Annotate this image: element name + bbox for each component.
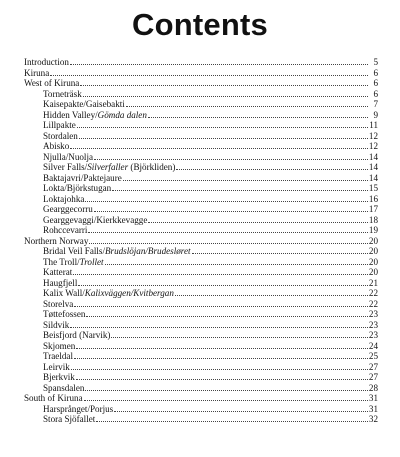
toc-entry-title-text: Skjomen bbox=[43, 340, 76, 351]
toc-entry[interactable] bbox=[24, 183, 378, 194]
dot-leader bbox=[88, 225, 367, 233]
toc-entry-page-number: 20 bbox=[368, 235, 378, 246]
toc-entry[interactable] bbox=[24, 236, 378, 247]
toc-entry[interactable] bbox=[24, 89, 378, 100]
toc-entry-title-text: Stora Sjöfallet bbox=[43, 414, 96, 424]
toc-entry-page-number: 23 bbox=[368, 319, 378, 330]
toc-entry-title-text: Haugfjell bbox=[43, 277, 78, 288]
toc-entry-title-text: Traeldal bbox=[43, 351, 73, 361]
dot-leader bbox=[70, 320, 368, 328]
dot-leader bbox=[85, 194, 367, 202]
toc-entry-title bbox=[43, 267, 72, 278]
toc-entry-title bbox=[24, 68, 49, 79]
toc-entry[interactable] bbox=[24, 362, 378, 373]
toc-entry[interactable] bbox=[24, 78, 378, 89]
toc-entry-title bbox=[24, 236, 88, 247]
toc-entry-title-text: Lillpakte bbox=[43, 120, 76, 130]
toc-entry-title-text: Stordalen bbox=[43, 130, 78, 141]
dot-leader bbox=[85, 383, 367, 391]
toc-entry-title bbox=[24, 78, 79, 89]
toc-entry-page-number: 21 bbox=[368, 277, 378, 288]
dot-leader bbox=[148, 215, 368, 223]
dot-leader bbox=[126, 99, 368, 107]
toc-entry-page-number: 7 bbox=[373, 99, 378, 109]
toc-entry-title bbox=[43, 383, 84, 394]
toc-entry-page-number: 6 bbox=[373, 78, 378, 88]
toc-entry-page-number: 20 bbox=[368, 246, 378, 256]
toc-entry-page-number: 27 bbox=[368, 361, 378, 372]
toc-entry-title-text: West of Kiruna bbox=[24, 78, 80, 88]
toc-entry-page-number: 22 bbox=[368, 298, 378, 309]
toc-entry-page-number: 20 bbox=[368, 267, 378, 277]
toc-entry-title-text: Torneträsk bbox=[43, 88, 82, 99]
toc-entry-title bbox=[43, 299, 73, 310]
toc-entry-title-text: Baktajavri/Paktejaure bbox=[43, 172, 122, 183]
dot-leader bbox=[70, 141, 368, 149]
dot-leader bbox=[80, 78, 368, 86]
toc-entry-title bbox=[24, 57, 69, 68]
dot-leader bbox=[148, 110, 368, 118]
toc-entry[interactable] bbox=[24, 257, 378, 268]
toc-entry-title bbox=[43, 278, 77, 289]
toc-entry-title-text: Kiruna bbox=[24, 67, 50, 78]
toc-entry-title-text: Tøttefossen bbox=[43, 309, 86, 319]
toc-entry-title-text: Kalix Wall/ bbox=[43, 288, 85, 298]
toc-entry-title-text: Njulla/Nuolja bbox=[43, 151, 94, 162]
dot-leader bbox=[76, 341, 368, 349]
toc-entry-title-text: Loktajohka bbox=[43, 193, 85, 204]
toc-entry-title-text: Gearggevaggi/Kierkkevagge bbox=[43, 214, 148, 225]
toc-entry-title bbox=[43, 204, 93, 215]
dot-leader bbox=[70, 57, 368, 65]
toc-entry-title bbox=[43, 225, 87, 236]
toc-entry[interactable] bbox=[24, 372, 378, 383]
toc-entry-title-text: Rohccevarri bbox=[43, 225, 88, 235]
dot-leader bbox=[105, 257, 368, 265]
dot-leader bbox=[94, 204, 368, 212]
dot-leader bbox=[86, 309, 367, 317]
toc-entry-title bbox=[43, 152, 93, 163]
toc-entry-title-text: Hidden Valley/ bbox=[43, 109, 98, 120]
toc-entry-title-text: Beisfjord (Narvik) bbox=[43, 330, 111, 340]
toc-entry[interactable] bbox=[24, 351, 378, 362]
toc-entry[interactable] bbox=[24, 131, 378, 142]
dot-leader bbox=[192, 246, 368, 254]
dot-leader bbox=[71, 362, 368, 370]
toc-entry-page-number: 14 bbox=[368, 162, 378, 172]
toc-entry[interactable] bbox=[24, 341, 378, 352]
toc-entry[interactable] bbox=[24, 225, 378, 236]
dot-leader bbox=[175, 288, 368, 296]
toc-entry-page-number: 32 bbox=[368, 414, 378, 424]
dot-leader bbox=[123, 173, 368, 181]
toc-entry-title bbox=[43, 320, 69, 331]
toc-entry-title bbox=[43, 372, 75, 383]
toc-entry-title bbox=[43, 341, 75, 352]
toc-entry[interactable] bbox=[24, 68, 378, 79]
toc-entry-page-number: 23 bbox=[368, 309, 378, 319]
dot-leader bbox=[74, 351, 368, 359]
table-of-contents bbox=[24, 57, 378, 425]
dot-leader bbox=[76, 372, 368, 380]
toc-entry-title bbox=[43, 309, 85, 320]
dot-leader bbox=[50, 68, 368, 76]
toc-entry-page-number: 17 bbox=[368, 204, 378, 214]
toc-entry-title-text: Katterat bbox=[43, 267, 73, 277]
toc-entry[interactable] bbox=[24, 288, 378, 299]
toc-entry[interactable] bbox=[24, 309, 378, 320]
toc-entry-page-number: 6 bbox=[373, 67, 378, 78]
toc-entry[interactable] bbox=[24, 57, 378, 68]
toc-entry-title-text: Gearggecorru bbox=[43, 204, 93, 214]
toc-entry-page-number: 16 bbox=[368, 193, 378, 204]
toc-entry-title-text: Bridal Veil Falls/ bbox=[43, 246, 105, 256]
dot-leader bbox=[94, 152, 368, 160]
toc-entry-page-number: 9 bbox=[373, 109, 378, 120]
toc-entry-page-number: 14 bbox=[368, 172, 378, 183]
toc-entry-title bbox=[43, 414, 95, 425]
toc-entry-title bbox=[43, 404, 113, 415]
toc-entry-page-number: 18 bbox=[368, 214, 378, 225]
toc-entry-title bbox=[43, 362, 70, 373]
dot-leader bbox=[96, 414, 368, 422]
toc-entry-title bbox=[43, 141, 69, 152]
toc-entry[interactable] bbox=[24, 173, 378, 184]
toc-entry[interactable] bbox=[24, 320, 378, 331]
toc-entry-page-number: 11 bbox=[369, 120, 378, 130]
toc-entry-title-italic: Trollet bbox=[79, 256, 104, 267]
toc-entry-page-number: 28 bbox=[368, 382, 378, 393]
toc-entry-title-text: Abisko bbox=[43, 141, 70, 151]
toc-entry-title bbox=[43, 110, 147, 121]
toc-entry-page-number: 22 bbox=[368, 288, 378, 298]
toc-entry-title-text: Introduction bbox=[24, 57, 69, 67]
toc-entry-title-italic: Brudslöjan/Brudesløret bbox=[104, 246, 191, 256]
toc-entry-page-number: 25 bbox=[368, 351, 378, 361]
toc-entry[interactable] bbox=[24, 99, 378, 110]
toc-entry-title-italic: Kalixväggen/Kvitbergan bbox=[84, 288, 174, 298]
toc-entry[interactable] bbox=[24, 414, 378, 425]
toc-entry-page-number: 23 bbox=[368, 330, 378, 340]
dot-leader bbox=[111, 330, 367, 338]
toc-entry-title bbox=[43, 194, 84, 205]
toc-entry-title bbox=[43, 246, 191, 257]
toc-entry[interactable] bbox=[24, 278, 378, 289]
toc-entry-title-text: Sildvik bbox=[43, 319, 70, 330]
toc-entry-title bbox=[43, 120, 76, 131]
toc-entry[interactable] bbox=[24, 393, 378, 404]
toc-entry[interactable] bbox=[24, 330, 378, 341]
toc-entry-title bbox=[43, 183, 111, 194]
dot-leader bbox=[83, 89, 368, 97]
toc-entry-page-number: 24 bbox=[368, 340, 378, 351]
toc-entry-title-text: Lokta/Björkstugan bbox=[43, 183, 112, 193]
toc-entry[interactable] bbox=[24, 141, 378, 152]
dot-leader bbox=[73, 267, 368, 275]
toc-entry[interactable] bbox=[24, 267, 378, 278]
toc-entry[interactable] bbox=[24, 120, 378, 131]
dot-leader bbox=[114, 404, 368, 412]
toc-entry-title-text: Northern Norway bbox=[24, 235, 89, 246]
toc-entry[interactable] bbox=[24, 383, 378, 394]
toc-entry-page-number: 27 bbox=[368, 372, 378, 382]
toc-entry-title bbox=[43, 330, 110, 341]
toc-entry-title-text: Harsprånget/Porjus bbox=[43, 403, 114, 414]
toc-entry-page-number: 12 bbox=[368, 130, 378, 141]
toc-entry-title bbox=[43, 162, 175, 173]
dot-leader bbox=[176, 162, 368, 170]
toc-entry-page-number: 14 bbox=[368, 151, 378, 162]
toc-entry-title-italic: Silverfaller bbox=[87, 162, 129, 172]
toc-entry-title bbox=[43, 89, 82, 100]
toc-entry-title-text: Kaisepakte/Gaisebakti bbox=[43, 99, 125, 109]
toc-entry-title bbox=[43, 99, 125, 110]
dot-leader bbox=[77, 120, 368, 128]
toc-entry-page-number: 20 bbox=[368, 256, 378, 267]
toc-entry-title bbox=[43, 351, 73, 362]
dot-leader bbox=[74, 299, 368, 307]
toc-entry-title bbox=[43, 131, 78, 142]
toc-entry[interactable] bbox=[24, 152, 378, 163]
toc-entry[interactable] bbox=[24, 299, 378, 310]
dot-leader bbox=[79, 131, 368, 139]
toc-entry[interactable] bbox=[24, 246, 378, 257]
toc-entry[interactable] bbox=[24, 110, 378, 121]
toc-entry-page-number: 19 bbox=[368, 225, 378, 235]
toc-entry-page-number: 15 bbox=[368, 183, 378, 193]
toc-entry-title-text: Leirvik bbox=[43, 361, 70, 372]
dot-leader bbox=[84, 393, 368, 401]
toc-entry-title-text: Spansdalen bbox=[43, 382, 85, 393]
toc-entry-title-italic: Gömda dalen bbox=[97, 109, 147, 120]
toc-entry[interactable] bbox=[24, 215, 378, 226]
dot-leader bbox=[78, 278, 368, 286]
toc-entry[interactable] bbox=[24, 204, 378, 215]
toc-entry-page-number: 5 bbox=[373, 57, 378, 67]
toc-entry-title-text: Storelva bbox=[43, 298, 74, 309]
toc-entry-page-number: 12 bbox=[368, 141, 378, 151]
toc-entry-title bbox=[43, 288, 174, 299]
page-title: Contents bbox=[132, 7, 268, 42]
toc-entry-title bbox=[43, 173, 122, 184]
toc-entry-title-text: Bjerkvik bbox=[43, 372, 75, 382]
toc-entry-page-number: 6 bbox=[373, 88, 378, 99]
toc-entry-title bbox=[24, 393, 83, 404]
dot-leader bbox=[89, 236, 368, 244]
toc-entry-page-number: 31 bbox=[368, 393, 378, 403]
toc-entry-title-text: South of Kiruna bbox=[24, 393, 83, 403]
toc-entry[interactable] bbox=[24, 194, 378, 205]
toc-entry[interactable] bbox=[24, 162, 378, 173]
toc-entry-page-number: 31 bbox=[368, 403, 378, 414]
toc-entry-title-text: The Troll/ bbox=[43, 256, 80, 267]
toc-entry-title bbox=[43, 257, 104, 268]
toc-entry-title-text: Silver Falls/ bbox=[43, 162, 88, 172]
toc-entry-title-text: (Björkliden) bbox=[128, 162, 176, 172]
dot-leader bbox=[112, 183, 368, 191]
toc-entry[interactable] bbox=[24, 404, 378, 415]
toc-entry-title bbox=[43, 215, 147, 226]
